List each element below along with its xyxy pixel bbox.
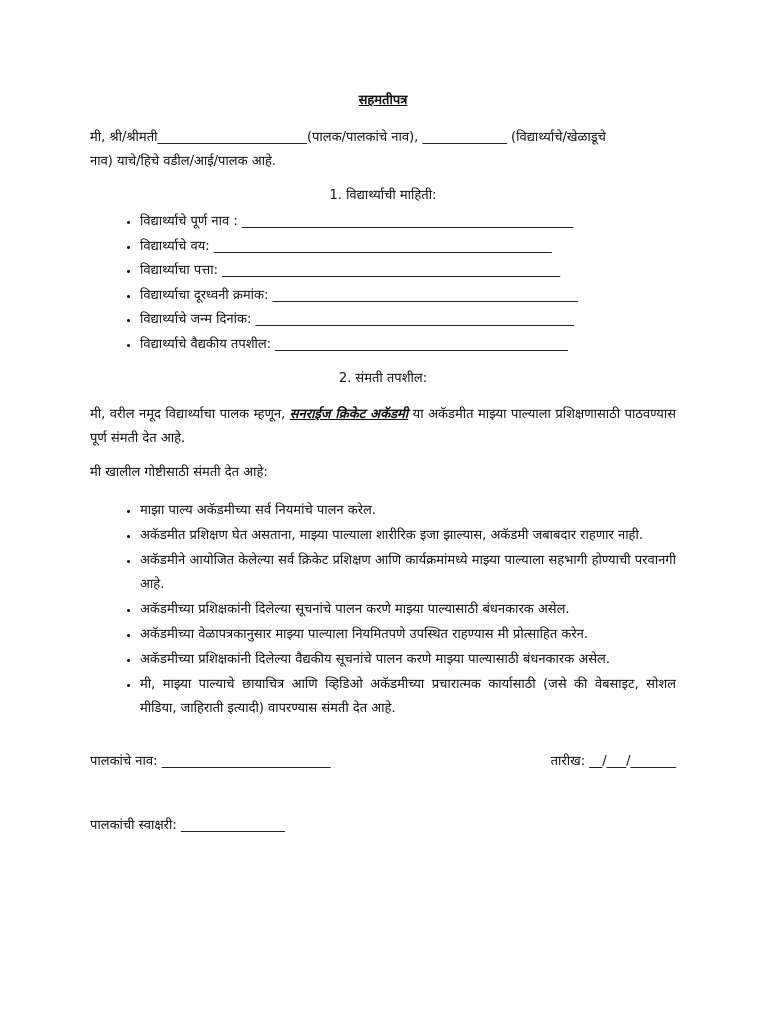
consent-paragraph xyxy=(90,403,676,451)
parent-name-date-row xyxy=(90,750,676,774)
student-field: • विद्यार्थ्याचे पूर्ण नाव : ___________________________________________________ xyxy=(140,210,676,235)
signature-row xyxy=(90,814,676,838)
consent-item: • माझा पाल्य अकॅडमीच्या सर्व नियमांचे पालन करेल. xyxy=(140,499,676,523)
document-title: सहमतीपत्र xyxy=(358,93,408,108)
consent-item: • अकॅडमीने आयोजित केलेल्या सर्व क्रिकेट प्रशिक्षण आणि कार्यक्रमांमध्ये माझ्या पाल्याला सहभागी होण्याची परवानगी आहे. xyxy=(140,549,676,597)
student-info-list xyxy=(90,210,676,357)
student-field: • विद्यार्थ्याचे जन्म दिनांक: _________________________________________________ xyxy=(140,308,676,333)
consent-item: • अकॅडमीच्या वेळापत्रकानुसार माझ्या पाल्याला नियमितपणे उपस्थित राहण्यास मी प्रोत्साहित करेन. xyxy=(140,623,676,647)
intro-line-2: नाव) याचे/हिचे वडील/आई/पालक आहे. xyxy=(90,154,277,169)
consent-item: • अकॅडमीच्या प्रशिक्षकांनी दिलेल्या वैद्यकीय सूचनांचे पालन करणे माझ्या पाल्यासाठी बंधनकारक असेल. xyxy=(140,648,676,672)
consent-paragraph-end: या अकॅडमीत माझ्या पाल्याला प्रशिक्षणासाठी पाठवण्यास पूर्ण संमती देत आहे. xyxy=(90,407,676,446)
student-field: • विद्यार्थ्याचा पत्ता: ____________________________________________________ xyxy=(140,259,676,284)
parent-signature-field: पालकांची स्वाक्षरी: ________________ xyxy=(90,818,285,833)
academy-name: सनराईज क्रिकेट अकॅडमी xyxy=(289,407,409,422)
parent-name-field: पालकांचे नाव: __________________________ xyxy=(90,754,331,769)
consent-item: • अकॅडमीत प्रशिक्षण घेत असताना, माझ्या पाल्याला शारीरिक इजा झाल्यास, अकॅडमी जबाबदार राहणार नाही. xyxy=(140,524,676,548)
section-1-heading: 1. विद्यार्थ्याची माहिती: xyxy=(329,188,437,203)
intro-line-1: मी, श्री/श्रीमती_______________________(पालक/पालकांचे नाव), _____________ (विद्यार्थ्याचे/खेळाडूचे xyxy=(90,130,606,145)
student-field: • विद्यार्थ्याचे वय: ____________________________________________________ xyxy=(140,235,676,260)
consent-items-list xyxy=(90,499,676,721)
consent-lead: मी खालील गोष्टीसाठी संमती देत आहे: xyxy=(90,465,268,480)
consent-item: • मी, माझ्या पाल्याचे छायाचित्र आणि व्हिडिओ अकॅडमीच्या प्रचारात्मक कार्यासाठी (जसे की वेबसाइट, सोशल मीडिया, जाहिराती इत्यादी) वापरण्यास संमती देत आहे. xyxy=(140,673,676,721)
student-field: • विद्यार्थ्याचा दूरध्वनी क्रमांक: _______________________________________________ xyxy=(140,284,676,309)
student-field: • विद्यार्थ्याचे वैद्यकीय तपशील: _____________________________________________ xyxy=(140,333,676,358)
consent-item: • अकॅडमीच्या प्रशिक्षकांनी दिलेल्या सूचनांचे पालन करणे माझ्या पाल्यासाठी बंधनकारक असेल. xyxy=(140,598,676,622)
consent-paragraph-start: मी, वरील नमूद विद्यार्थ्याचा पालक म्हणून, xyxy=(90,407,290,422)
date-field: तारीख: __/___/_______ xyxy=(550,754,676,769)
section-2-heading: 2. संमती तपशील: xyxy=(338,371,428,386)
